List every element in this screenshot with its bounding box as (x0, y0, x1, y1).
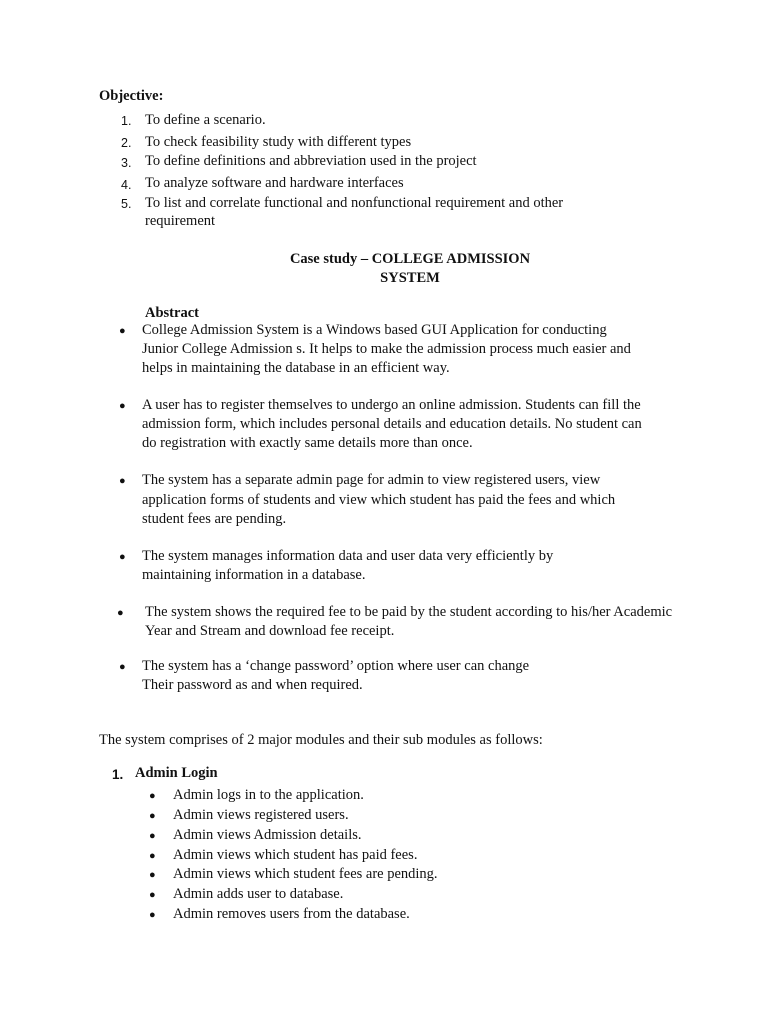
list-item: Admin views registered users. (173, 807, 349, 823)
bullet-icon: ● (149, 790, 156, 802)
abstract-point-line: helps in maintaining the database in an efficient way. (142, 360, 450, 376)
abstract-point-line: The system has a ‘change password’ option where user can change (142, 658, 530, 674)
list-number: 1. (121, 114, 132, 128)
case-study-title (260, 251, 560, 287)
abstract-point-line: application forms of students and view which student has paid the fees and which (142, 492, 616, 508)
case-study-title-line1: Case study – COLLEGE ADMISSION (289, 251, 531, 267)
abstract-point-line: The system manages information data and user data very efficiently by (142, 548, 554, 564)
bullet-icon: ● (119, 661, 126, 673)
bullet-icon: ● (149, 850, 156, 862)
modules-intro: The system comprises of 2 major modules and their sub modules as follows: (99, 732, 543, 748)
abstract-point-line: Their password as and when required. (142, 677, 363, 693)
abstract-heading: Abstract (145, 305, 199, 321)
bullet-icon: ● (149, 889, 156, 901)
abstract-point-line: student fees are pending. (142, 511, 287, 527)
list-item: To define definitions and abbreviation used in the project (145, 153, 477, 169)
list-item: To analyze software and hardware interfaces (145, 175, 404, 191)
abstract-point-line: Year and Stream and download fee receipt. (145, 623, 395, 639)
list-number: 4. (121, 178, 132, 192)
list-number: 3. (121, 156, 132, 170)
list-item: To check feasibility study with different types (145, 134, 412, 150)
list-item: To define a scenario. (145, 112, 266, 128)
abstract-point-line: The system has a separate admin page for admin to view registered users, view (142, 472, 601, 488)
list-item: To list and correlate functional and nonfunctional requirement and other (145, 195, 564, 211)
module-title-admin-login: Admin Login (135, 765, 218, 781)
bullet-icon: ● (117, 607, 124, 619)
abstract-point-line: do registration with exactly same details more than once. (142, 435, 473, 451)
abstract-point-line: Junior College Admission s. It helps to make the admission process much easier and (142, 341, 631, 357)
abstract-point-line: The system shows the required fee to be paid by the student according to his/her Academic (145, 604, 673, 620)
bullet-icon: ● (119, 475, 126, 487)
abstract-point-line: College Admission System is a Windows based GUI Application for conducting (142, 322, 607, 338)
list-item: Admin adds user to database. (173, 886, 344, 902)
abstract-point-line: admission form, which includes personal details and education details. No student can (142, 416, 642, 432)
abstract-point-line: maintaining information in a database. (142, 567, 366, 583)
list-item: Admin views Admission details. (173, 827, 362, 843)
bullet-icon: ● (149, 830, 156, 842)
list-item: Admin views which student fees are pending. (173, 866, 438, 882)
list-number: 2. (121, 136, 132, 150)
objective-heading: Objective: (99, 88, 164, 104)
module-number: 1. (112, 767, 124, 782)
bullet-icon: ● (119, 551, 126, 563)
bullet-icon: ● (119, 400, 126, 412)
bullet-icon: ● (149, 810, 156, 822)
list-item: Admin removes users from the database. (173, 906, 410, 922)
bullet-icon: ● (149, 909, 156, 921)
case-study-title-line2: SYSTEM (380, 270, 440, 286)
list-item: Admin logs in to the application. (173, 787, 364, 803)
abstract-point-line: A user has to register themselves to undergo an online admission. Students can fill the (142, 397, 641, 413)
list-number: 5. (121, 197, 132, 211)
list-item: Admin views which student has paid fees. (173, 847, 418, 863)
list-item-continuation: requirement (145, 213, 216, 229)
bullet-icon: ● (149, 869, 156, 881)
bullet-icon: ● (119, 325, 126, 337)
